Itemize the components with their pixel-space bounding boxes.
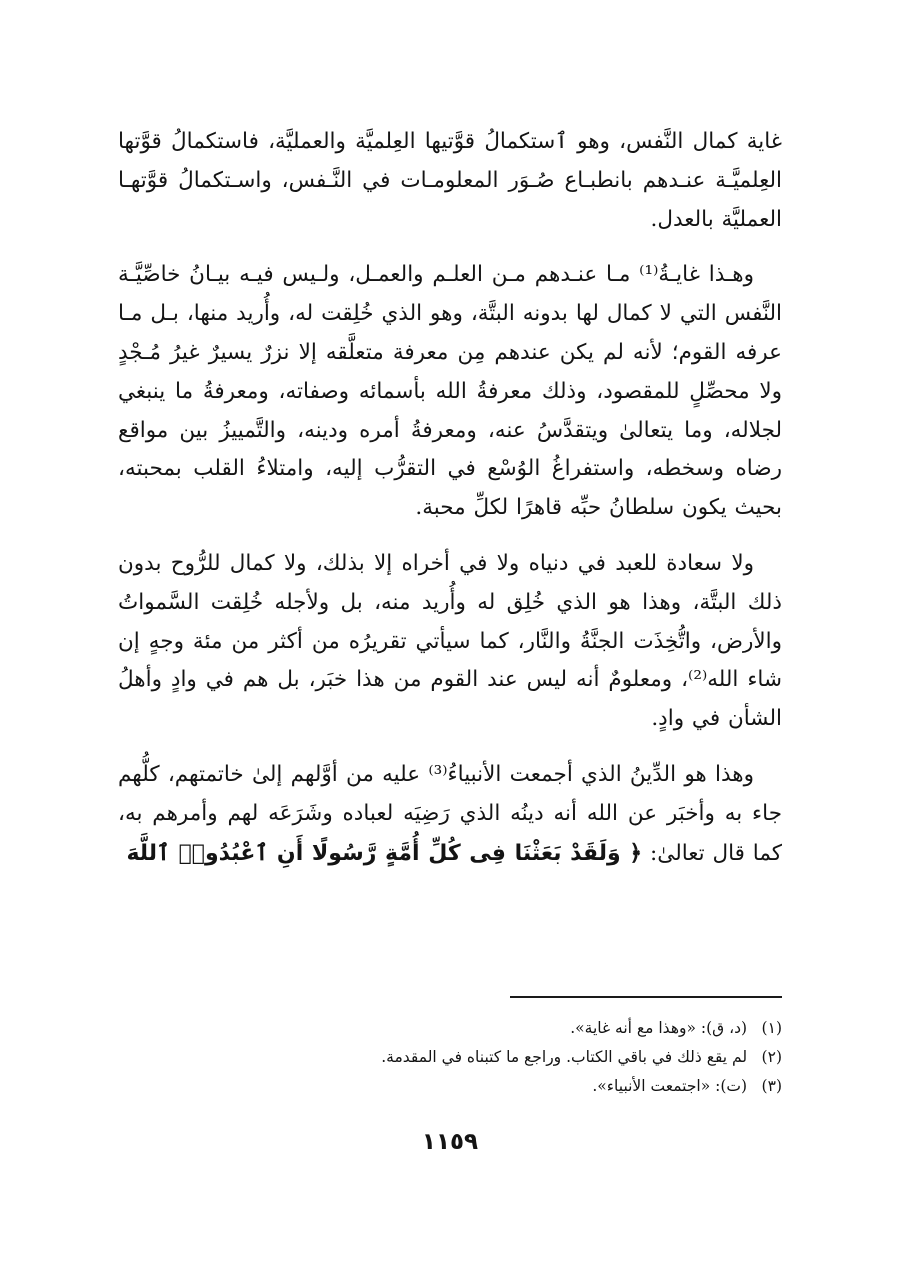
- footnote-number: (٣): [761, 1077, 782, 1095]
- main-text: [118, 123, 782, 890]
- page-number: ١١٥٩: [421, 1128, 479, 1155]
- footnote-3: [118, 1072, 782, 1101]
- footnote-number: (١): [761, 1019, 782, 1037]
- paragraph-1: غاية كمال النَّفس، وهو ٱستكمالُ قوَّتيها العِلميَّة والعمليَّة، فاستكمالُ قوَّتها العِلميَّـة عنـدهم بانطبـاع صُـوَر المعلومـات في النَّـفس، واسـتكمالُ قوَّتهـا العمليَّة بالعدل.: [118, 129, 782, 232]
- footnote-2: [118, 1043, 782, 1072]
- footnote-text: لم يقع ذلك في باقي الكتاب. وراجع ما كتبناه في المقدمة.: [381, 1048, 748, 1066]
- footnote-text: (د، ق): «وهذا مع أنه غاية».: [570, 1019, 748, 1037]
- quran-verse: ﴿ وَلَقَدْ بَعَثْنَا فِى كُلِّ أُمَّةٍ رَّسُولًا أَنِ ٱعْبُدُوا۟ ٱللَّهَ: [126, 839, 643, 866]
- footnote-text: (ت): «اجتمعت الأنبياء».: [592, 1077, 748, 1095]
- paragraph-4: [118, 756, 782, 873]
- footnotes: [118, 1014, 782, 1101]
- footnote-1: [118, 1014, 782, 1043]
- paragraph-2: وهـذا غايـةُ⁽¹⁾ مـا عنـدهم مـن العلـم والعمـل، ولـيس فيـه بيـانُ خاصِّيَّـة النَّفس التي لا كمال لها بدونه البتَّة، وهو الذي خُلِقت له، وأُريد منها، بـل مـا عرفه القوم؛ لأنه لم يكن عندهم مِن معرفة متعلَّقه إلا نزرٌ يسيرٌ غيرُ مُـجْدٍ ولا محصِّلٍ للمقصود، وذلك معرفةُ الله بأسمائه وصفاته، ومعرفةُ ما ينبغي لجلاله، وما يتعالىٰ ويتقدَّسُ عنه، ومعرفةُ أمره ودينه، والتَّمييزُ بين مواقع رضاه وسخطه، واستفراغُ الوُسْع في التقرُّب إليه، وامتلاءُ القلب بمحبته، بحيث يكون سلطانُ حبِّه قاهرًا لكلِّ محبة.: [118, 262, 782, 521]
- paragraph-3: ولا سعادة للعبد في دنياه ولا في أخراه إلا بذلك، ولا كمال للرُّوح بدون ذلك البتَّة، وهذا هو الذي خُلِق له وأُريد منه، بل ولأجله خُلِقت السَّمواتُ والأرض، واتُّخِذَت الجنَّةُ والنَّار، كما سيأتي تقريرُه من أكثر من مئة وجهٍ إن شاء الله⁽²⁾، ومعلومٌ أنه ليس عند القوم من هذا خبَر، بل هم في وادٍ وأهلُ الشأن في وادٍ.: [118, 550, 782, 732]
- footnote-number: (٢): [761, 1048, 782, 1066]
- paragraph-4-text: وهذا هو الدِّينُ الذي أجمعت الأنبياءُ⁽³⁾ عليه من أوَّلهم إلىٰ خاتمتهم، كلُّهم جاء به وأخبَر عن الله أنه دينُه الذي رَضِيَه لعباده وشَرَعَه لهم وأمرهم به، كما قال تعالىٰ:: [118, 761, 782, 866]
- footnote-divider: [510, 996, 782, 998]
